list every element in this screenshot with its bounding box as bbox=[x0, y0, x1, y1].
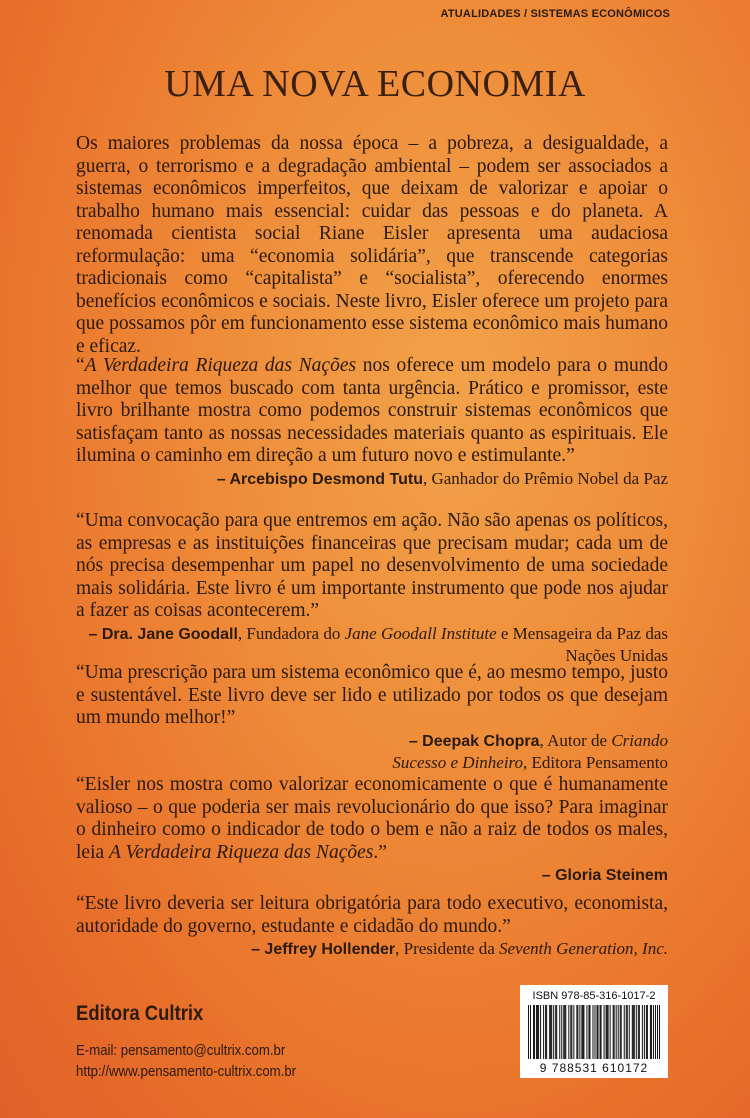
quote-attribution: – Dra. Jane Goodall, Fundadora do Jane Goodall Institute e Mensageira da Paz das Nações Unidas bbox=[88, 623, 668, 665]
isbn-text: ISBN 978-85-316-1017-2 bbox=[532, 990, 656, 1002]
quote-attribution: – Gloria Steinem bbox=[541, 867, 668, 884]
quote-attribution: – Jeffrey Hollender, Presidente da Seventh Generation, Inc. bbox=[251, 939, 668, 958]
barcode-digits: 9 788531 610172 bbox=[539, 1061, 649, 1075]
quote-text: “Eisler nos mostra como valorizar economicamente o que é humanamente valioso – o que poderia ser mais revolucionário do que isso? Para imaginar o dinheiro como o indicador de todo o bem e não a raiz de todos os males, leia A Verdadeira Riqueza das Nações.” bbox=[76, 774, 668, 863]
endorsement-quote bbox=[76, 355, 668, 490]
barcode-label bbox=[520, 985, 668, 1078]
quote-text: “Este livro deveria ser leitura obrigatória para todo executivo, economista, autoridade do governo, estudante e cidadão do mundo.” bbox=[76, 893, 668, 937]
category-label: ATUALIDADES / SISTEMAS ECONÔMICOS bbox=[440, 8, 670, 20]
publisher-contact bbox=[76, 1040, 296, 1082]
book-synopsis: Os maiores problemas da nossa época – a pobreza, a desigualdade, a guerra, o terrorismo e a degradação ambiental – podem ser associados a sistemas econômicos imperfeitos, que deixam de valorizar e apoiar o trabalho humano mais essencial: cuidar das pessoas e do planeta. A renomada cientista social Riane Eisler apresenta uma audaciosa reformulação: uma “economia solidária”, que transcende categorias tradicionais como “capitalista” e “socialista”, oferecendo enormes benefícios econômicos e sociais. Neste livro, Eisler oferece um projeto para que possamos pôr em funcionamento esse sistema econômico mais humano e eficaz. bbox=[76, 133, 668, 357]
endorsement-quote bbox=[76, 893, 668, 960]
endorsement-quote bbox=[76, 774, 668, 886]
book-title: UMA NOVA ECONOMIA bbox=[164, 63, 586, 105]
quote-text: “Uma convocação para que entremos em ação. Não são apenas os políticos, as empresas e as instituições financeiras que precisam mudar; cada um de nós precisa desempenhar um papel no desenvolvimento de uma sociedade mais solidária. Este livro é um importante instrumento que pode nos ajudar a fazer as coisas acontecerem.” bbox=[76, 510, 668, 621]
publisher-website: http://www.pensamento-cultrix.com.br bbox=[76, 1063, 297, 1080]
barcode-graphic bbox=[528, 1005, 660, 1059]
endorsement-quote bbox=[76, 510, 668, 666]
quote-attribution: – Arcebispo Desmond Tutu, Ganhador do Prêmio Nobel da Paz bbox=[216, 468, 668, 488]
publisher-name: Editora Cultrix bbox=[76, 1002, 204, 1025]
quote-attribution: – Deepak Chopra, Autor de Criando Sucesso e Dinheiro, Editora Pensamento bbox=[392, 730, 668, 772]
quote-text: “A Verdadeira Riqueza das Nações nos oferece um modelo para o mundo melhor que temos buscado com tanta urgência. Prático e promissor, este livro brilhante mostra como podemos construir sistemas econômicos que satisfaçam tanto as nossas necessidades materiais quanto as espirituais. Ele ilumina o caminho em direção a um futuro novo e estimulante.” bbox=[76, 355, 669, 466]
quote-text: “Uma prescrição para um sistema econômico que é, ao mesmo tempo, justo e sustentável. Este livro deve ser lido e utilizado por todos os que desejam um mundo melhor!” bbox=[76, 662, 668, 728]
endorsement-quote bbox=[76, 662, 668, 773]
publisher-email: E-mail: pensamento@cultrix.com.br bbox=[76, 1042, 286, 1059]
